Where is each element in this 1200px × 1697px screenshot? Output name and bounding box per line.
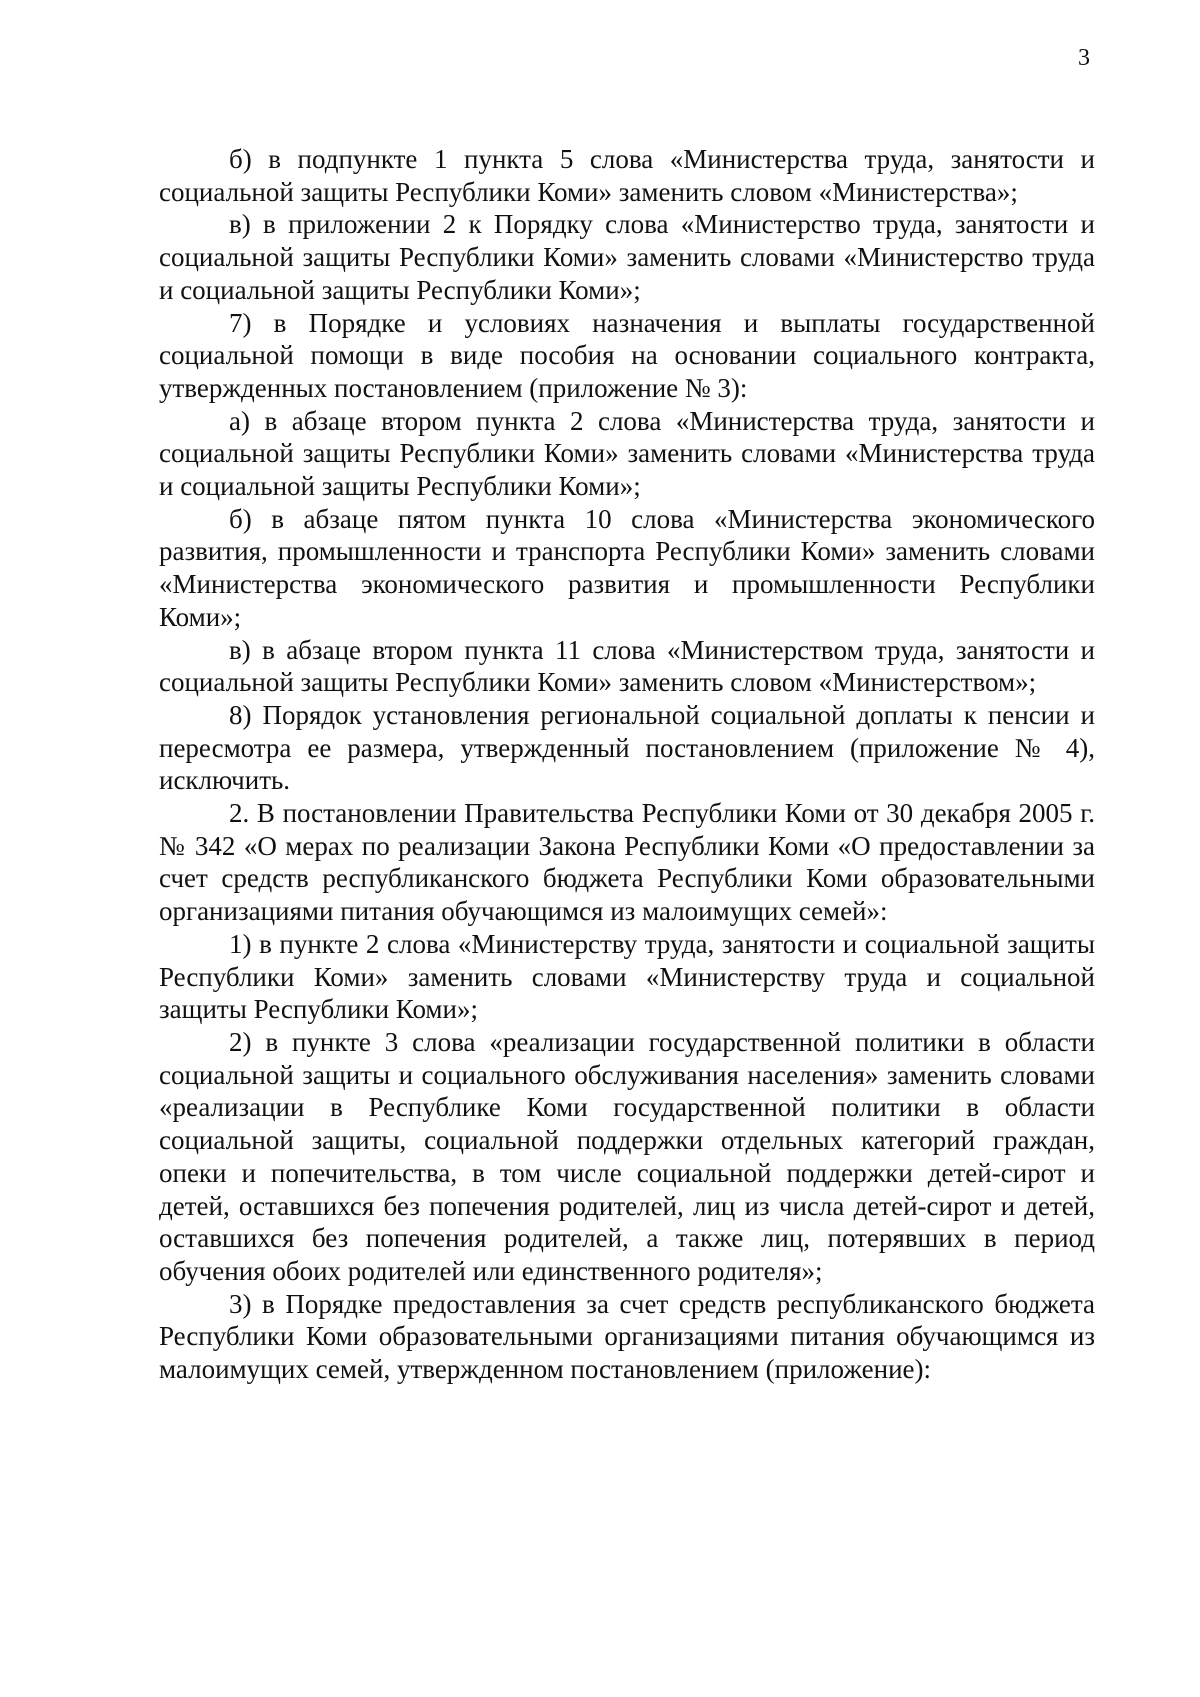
paragraph-1v: в) в приложении 2 к Порядку слова «Министерство труда, занятости и социальной защиты Республики Коми» заменить словами «Министерство труда и социальной защиты Республики Коми»; bbox=[159, 209, 1095, 305]
paragraph-2-2: 2) в пункте 3 слова «реализации государственной политики в области социальной защиты и социального обслуживания населения» заменить словами «реализации в Республике Коми государственной политики в области социальной защиты, социальной поддержки отдельных категорий граждан, опеки и попечительства, в том числе социальной поддержки детей-сирот и детей, оставшихся без попечения родителей, лиц из числа детей-сирот и детей, оставшихся без попечения родителей, а также лиц, потерявших в период обучения обоих родителей или единственного родителя»; bbox=[159, 1026, 1095, 1286]
paragraph-2: 2. В постановлении Правительства Республики Коми от 30 декабря 2005 г. № 342 «О мерах по реализации Закона Республики Коми «О предоставлении за счет средств республиканского бюджета Республики Коми образовательными организациями питания обучающимся из малоимущих семей»: bbox=[159, 798, 1095, 927]
page-number: 3 bbox=[1078, 45, 1090, 71]
paragraph-7v: в) в абзаце втором пункта 11 слова «Министерством труда, занятости и социальной защиты Республики Коми» заменить словом «Министерством»; bbox=[159, 634, 1095, 698]
paragraph-7a: а) в абзаце втором пункта 2 слова «Министерства труда, занятости и социальной защиты Республики Коми» заменить словами «Министерства труда и социальной защиты Республики Коми»; bbox=[159, 405, 1095, 502]
paragraph-7: 7) в Порядке и условиях назначения и выплаты государственной социальной помощи в виде пособия на основании социального контракта, утвержденных постановлением (приложение № 3): bbox=[159, 307, 1095, 403]
paragraph-2-3: 3) в Порядке предоставления за счет средств республиканского бюджета Республики Коми образовательными организациями питания обучающимся из малоимущих семей, утвержденном постановлением (приложение): bbox=[159, 1288, 1095, 1385]
paragraph-2-1: 1) в пункте 2 слова «Министерству труда, занятости и социальной защиты Республики Коми» заменить словами «Министерству труда и социальной защиты Республики Коми»; bbox=[159, 928, 1095, 1025]
paragraph-1b: б) в подпункте 1 пункта 5 слова «Министерства труда, занятости и социальной защиты Республики Коми» заменить словом «Министерства»; bbox=[159, 144, 1095, 207]
paragraph-8: 8) Порядок установления региональной социальной доплаты к пенсии и пересмотра ее размера, утвержденный постановлением (приложение № 4), исключить. bbox=[159, 699, 1095, 796]
document-body bbox=[159, 143, 1095, 1386]
paragraph-7b: б) в абзаце пятом пункта 10 слова «Министерства экономического развития, промышленности и транспорта Республики Коми» заменить словами «Министерства экономического развития и промышленности Республики Коми»; bbox=[159, 503, 1095, 632]
